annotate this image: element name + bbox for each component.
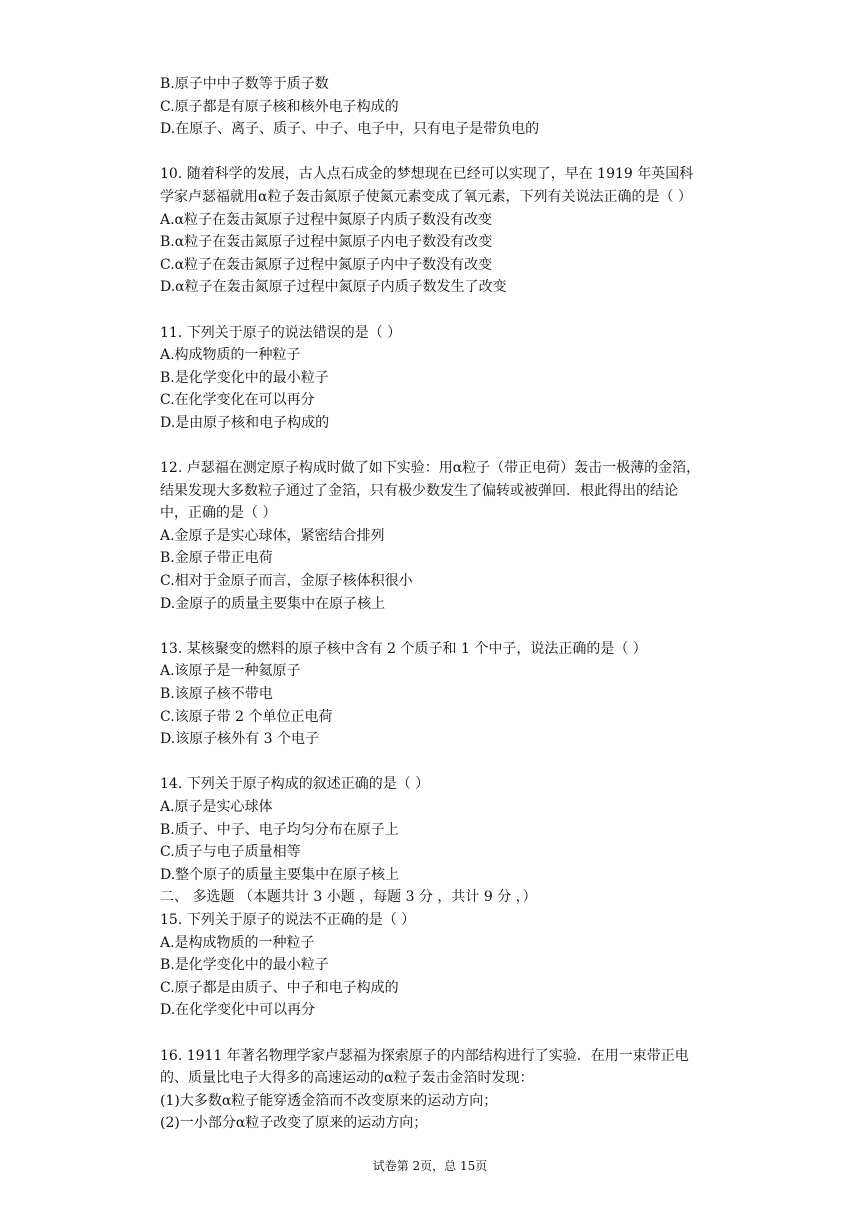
text-line: 11. 下列关于原子的说法错误的是（ ）	[160, 324, 402, 341]
text-line: 13. 某核聚变的燃料的原子核中含有 2 个质子和 1 个中子，说法正确的是（ ）	[160, 640, 647, 657]
text-line: 10. 随着科学的发展，古人点石成金的梦想现在已经可以实现了，早在 1919 年英国科	[160, 166, 694, 183]
text-line: D.金原子的质量主要集中在原子核上	[160, 595, 386, 612]
text-line: A.α粒子在轰击氮原子过程中氮原子内质子数没有改变	[160, 211, 493, 228]
text-line: 结果发现大多数粒子通过了金箔，只有极少数发生了偏转或被弹回．根此得出的结论	[160, 482, 678, 499]
text-line: 二、 多选题 （本题共计 3 小题 ，每题 3 分 ，共计 9 分 ，）	[160, 889, 537, 906]
text-line: B.该原子核不带电	[160, 686, 273, 703]
text-line: (1)大多数α粒子能穿透金箔而不改变原来的运动方向；	[160, 1092, 498, 1109]
paragraph-gap	[160, 141, 760, 164]
text-line: 中，正确的是（ ）	[160, 505, 277, 522]
text-line: C.质子与电子质量相等	[160, 844, 301, 861]
text-line: A.构成物质的一种粒子	[160, 347, 301, 364]
text-line: D.该原子核外有 3 个电子	[160, 731, 319, 748]
text-line: B.原子中中子数等于质子数	[160, 76, 329, 92]
text-line: C.原子都是有原子核和核外电子构成的	[160, 98, 399, 115]
text-line: C.α粒子在轰击氮原子过程中氮原子内中子数没有改变	[160, 256, 493, 273]
text-line: C.原子都是由质子、中子和电子构成的	[160, 979, 399, 996]
text-line: C.在化学变化在可以再分	[160, 392, 315, 409]
text-line: 的、质量比电子大得多的高速运动的α粒子轰击金箔时发现：	[160, 1070, 534, 1087]
text-line: (2)一小部分α粒子改变了原来的运动方向；	[160, 1115, 428, 1132]
text-line: C.相对于金原子而言，金原子核体积很小	[160, 573, 413, 590]
text-line: B.是化学变化中的最小粒子	[160, 957, 329, 974]
paragraph-gap	[160, 1022, 760, 1045]
text-line: D.在原子、离子、质子、中子、电子中，只有电子是带负电的	[160, 121, 540, 138]
page-footer: 试卷第 2页，总 15页	[372, 1159, 488, 1173]
text-line: 16. 1911 年著名物理学家卢瑟福为探索原子的内部结构进行了实验．在用一束带正电	[160, 1047, 689, 1064]
text-line: C.该原子带 2 个单位正电荷	[160, 708, 333, 725]
text-line: B.α粒子在轰击氮原子过程中氮原子内电子数没有改变	[160, 234, 493, 251]
text-line: D.整个原子的质量主要集中在原子核上	[160, 866, 400, 883]
paragraph-gap	[160, 751, 760, 774]
text-line: D.α粒子在轰击氮原子过程中氮原子内质子数发生了改变	[160, 279, 507, 296]
text-line: B.质子、中子、电子均匀分布在原子上	[160, 821, 399, 838]
text-line: B.是化学变化中的最小粒子	[160, 369, 329, 386]
text-line: 学家卢瑟福就用α粒子轰击氮原子使氮元素变成了氧元素，下列有关说法正确的是（ ）	[160, 188, 692, 205]
paragraph-gap	[160, 435, 760, 458]
text-line: 12. 卢瑟福在测定原子构成时做了如下实验：用α粒子（带正电荷）轰击一极薄的金箔，	[160, 460, 701, 477]
text-line: A.金原子是实心球体，紧密结合排列	[160, 527, 385, 544]
text-line: A.是构成物质的一种粒子	[160, 934, 315, 951]
paragraph-gap	[160, 299, 760, 322]
text-line: D.是由原子核和电子构成的	[160, 414, 330, 431]
text-line: D.在化学变化中可以再分	[160, 1002, 316, 1019]
document-body	[160, 73, 760, 1135]
paragraph-gap	[160, 615, 760, 638]
text-line: A.原子是实心球体	[160, 799, 273, 815]
text-line: 14. 下列关于原子构成的叙述正确的是（ ）	[160, 776, 430, 793]
text-line: A.该原子是一种氦原子	[160, 663, 301, 680]
text-line: B.金原子带正电荷	[160, 550, 273, 567]
text-line: 15. 下列关于原子的说法不正确的是（ ）	[160, 911, 416, 928]
